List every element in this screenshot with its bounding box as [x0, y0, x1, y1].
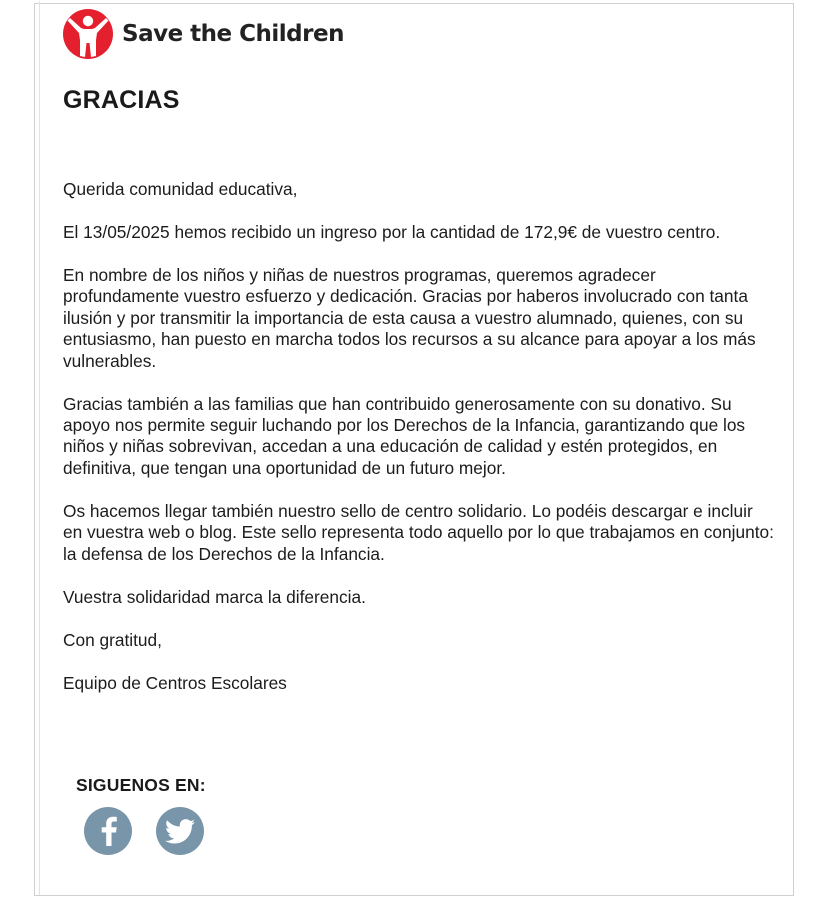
email-container [34, 3, 794, 896]
facebook-icon [97, 816, 119, 846]
closing-line: Vuestra solidaridad marca la diferencia. [63, 586, 366, 607]
paragraph-seal: Os hacemos llegar también nuestro sello de centro solidario. Lo podéis descargar e incluir en vuestra web o blog. Este sello representa todo aquello por lo que trabajamos en conjunto: la defensa de los Derechos de la Infancia. [63, 500, 774, 564]
paragraph-thanks-families: Gracias también a las familias que han contribuido generosamente con su donativo. Su apoyo nos permite seguir luchando por los Derechos de la Infancia, garantizando que los niños y niñas sobrevivan, accedan a una educación de calidad y estén protegidos, en definitiva, que tengan una oportunidad de un futuro mejor. [63, 393, 746, 478]
facebook-button[interactable] [84, 807, 132, 855]
social-title: SIGUENOS EN: [76, 775, 206, 795]
brand-logo[interactable] [62, 6, 344, 62]
social-section [76, 775, 206, 855]
twitter-button[interactable] [156, 807, 204, 855]
sign-off: Con gratitud, [63, 629, 162, 650]
donation-notice: El 13/05/2025 hemos recibido un ingreso por la cantidad de 172,9€ de vuestro centro. [63, 222, 721, 242]
save-the-children-logo-icon [62, 8, 114, 60]
page-title: GRACIAS [63, 86, 180, 114]
brand-name: Save the Children [122, 21, 344, 47]
letter-body [63, 179, 775, 716]
signature: Equipo de Centros Escolares [63, 672, 287, 693]
twitter-icon [165, 819, 195, 844]
greeting: Querida comunidad educativa, [63, 179, 298, 199]
social-icons [84, 807, 206, 855]
paragraph-thanks-students: En nombre de los niños y niñas de nuestros programas, queremos agradecer profundamente vuestro esfuerzo y dedicación. Gracias por haberos involucrado con tanta ilusión y por transmitir la importancia de esta causa a vuestro alumnado, quienes, con su entusiasmo, han puesto en marcha todos los recursos a su alcance para apoyar a los más vulnerables. [63, 265, 756, 371]
